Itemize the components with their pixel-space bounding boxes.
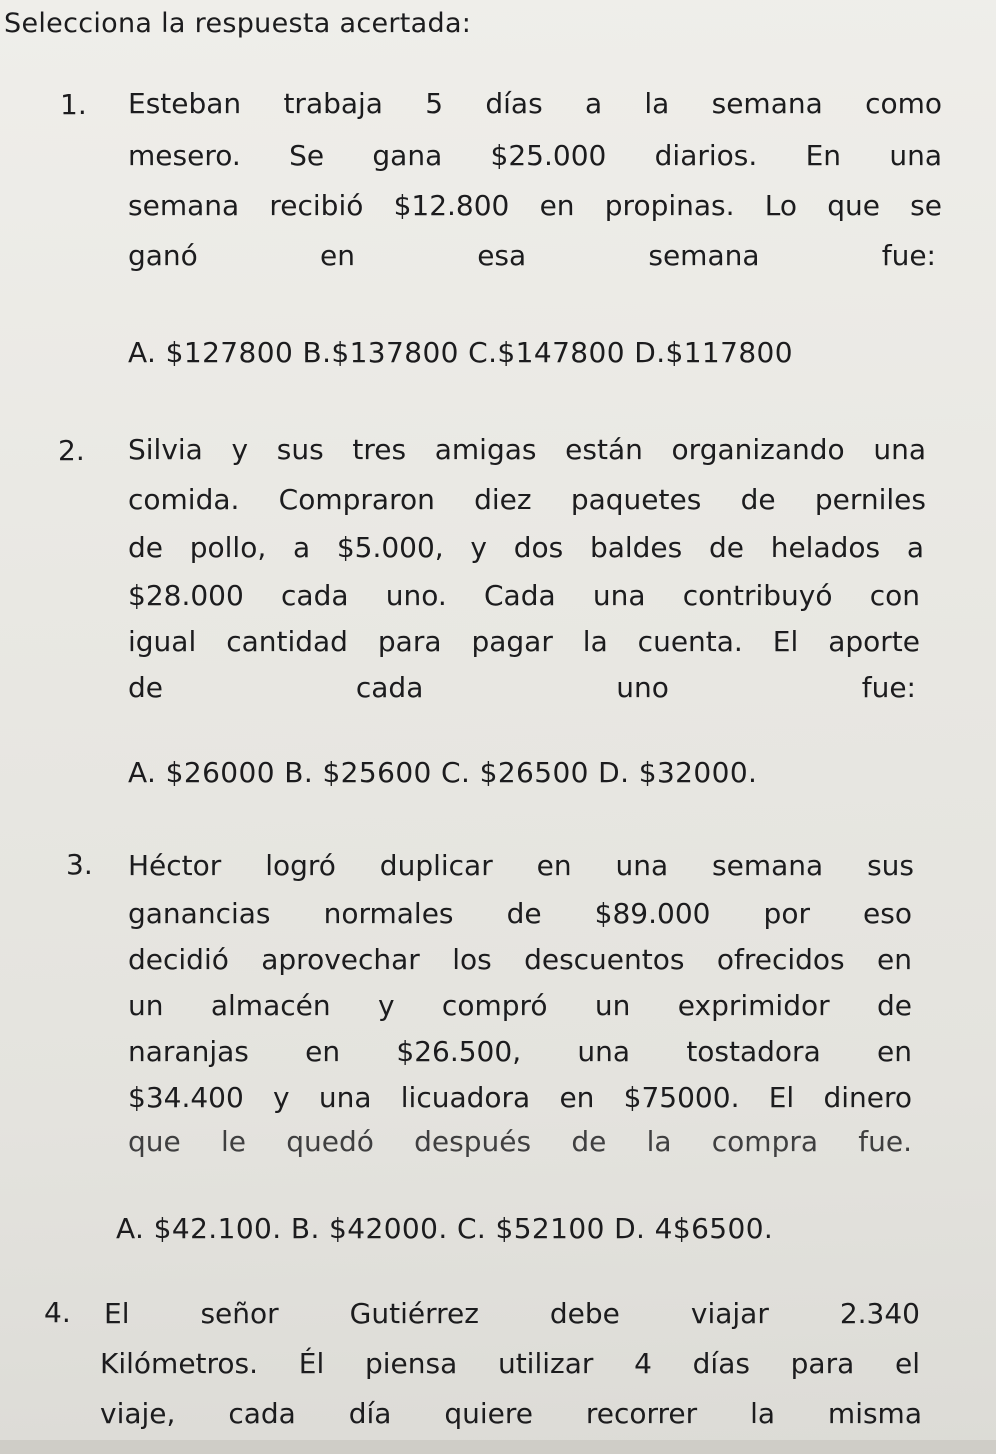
question-line: comida. Compraron diez paquetes de perniles [128,483,926,516]
answer-options: A. $127800 B.$137800 C.$147800 D.$117800 [128,336,793,369]
question-line: un almacén y compró un exprimidor de [128,989,912,1022]
question-line: mesero. Se gana $25.000 diarios. En una [128,139,942,172]
question-number: 1. [60,88,87,121]
answer-options: A. $26000 B. $25600 C. $26500 D. $32000. [128,756,758,789]
question-line: decidió aprovechar los descuentos ofrecidos en [128,943,912,976]
question-line: ganó en esa semana fue: [128,239,936,272]
question-line: que le quedó después de la compra fue. [128,1125,912,1158]
question-number: 4. [44,1296,71,1329]
question-number: 3. [66,848,93,881]
question-line: de pollo, a $5.000, y dos baldes de helados a [128,531,924,564]
question-line: Silvia y sus tres amigas están organizando una [128,433,926,466]
question-line: El señor Gutiérrez debe viajar 2.340 [104,1297,920,1330]
question-line: ganancias normales de $89.000 por eso [128,897,912,930]
question-line: semana recibió $12.800 en propinas. Lo que se [128,189,942,222]
question-line: Héctor logró duplicar en una semana sus [128,849,914,882]
question-line: naranjas en $26.500, una tostadora en [128,1035,912,1068]
question-line: igual cantidad para pagar la cuenta. El aporte [128,625,920,658]
question-number: 2. [58,434,85,467]
question-line: $28.000 cada uno. Cada una contribuyó con [128,579,920,612]
question-line: viaje, cada día quiere recorrer la misma [100,1397,922,1430]
question-line: Esteban trabaja 5 días a la semana como [128,87,942,120]
page-heading: Selecciona la respuesta acertada: [4,8,472,39]
question-line: de cada uno fue: [128,671,916,704]
question-line: Kilómetros. Él piensa utilizar 4 días para el [100,1347,920,1380]
answer-options: A. $42.100. B. $42000. C. $52100 D. 4$6500. [116,1212,774,1245]
question-line: $34.400 y una licuadora en $75000. El dinero [128,1081,912,1114]
page-bottom-edge [0,1440,996,1454]
